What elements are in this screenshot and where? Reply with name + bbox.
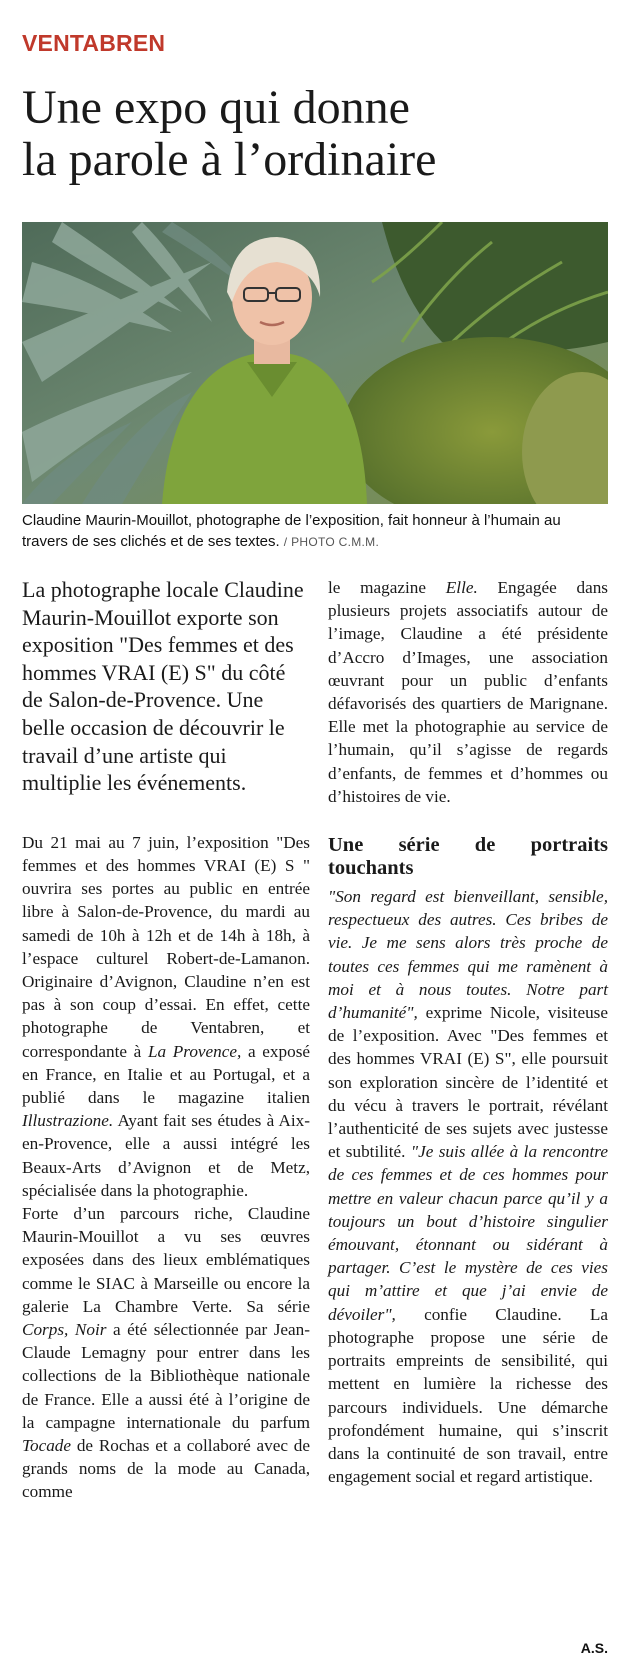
paragraph-3-text-b: Engagée dans plusieurs projets associatifs autour de l’image, Claudine a été présidente d’Accro d’Images, une association œuvrant pour un public d’enfants défavorisés des quartiers de Marignane. Elle met la photographie au service de l’humain, qu’il s’agisse de regards d’enfants, de femmes et d’hommes ou d’histoires de vie. [328, 578, 608, 806]
caption-text: Claudine Maurin-Mouillot, photographe de l’exposition, fait honneur à l’humain au travers de ses clichés et de ses textes. [22, 512, 561, 550]
paragraph-2-italic-a: Corps, Noir [22, 1320, 107, 1340]
paragraph-2-text-b: a été sélectionnée par Jean-Claude Lemagny pour entrer dans les collections de la Bibliothèque nationale de France. Elle a aussi été à l’origine de la campagne internationale du parfum [22, 1320, 310, 1432]
article-headline [22, 82, 612, 186]
quote-nicole: "Son regard est bienveillant, sensible, respectueux des autres. Ces bribes de vie. Je me sens alors très proche de toutes ces femmes qui me ramènent à moi et à nous toutes. Notre part d’humanité", [328, 887, 608, 1023]
paragraph-4 [328, 885, 608, 1488]
paragraph-2 [22, 1202, 310, 1504]
paragraph-4-text-b: confie Claudine. La photographe propose une série de portraits empreints de sensibilité, qui mettent en lumière la richesse des parcours individuels. Une démarche profondément humaine, qui s’inscrit dans la continuité de son travail, entre engagement social et regard artistique. [328, 1304, 608, 1487]
paragraph-1-italic-a: La Provence, [147, 1041, 242, 1061]
paragraph-3-text-a: le magazine [328, 578, 446, 597]
column-right [328, 576, 608, 1488]
body-left [22, 831, 310, 1504]
photo-credit: / PHOTO C.M.M. [283, 535, 380, 549]
paragraph-3 [328, 576, 608, 808]
paragraph-1-text-a: Du 21 mai au 7 juin, l’exposition "Des femmes et des hommes VRAI (E) S " ouvrira ses portes au public en entrée libre à Salon-de-Provence, du mardi au samedi de 10h à 12h et de 14h à 18h, à l’espace culturel Robert-de-Lamanon. Originaire d’Avignon, Claudine n’en est pas à son coup d’essai. En effet, cette photographe de Ventabren, et correspondante à [22, 832, 310, 1061]
portrait-photo-illustration [22, 222, 608, 504]
article-photo [22, 222, 608, 504]
quote-claudine: "Je suis allée à la rencontre de ces femmes et de ces hommes pour mettre en valeur chacun parce qu’il y a toujours un bout d’histoire singulier émouvant, étonnant ou sidérant à partager. C’est le mystère de ces vies qui m’attire et que j’ai envie de dévoiler", [328, 1142, 608, 1324]
paragraph-4-text-a: exprime Nicole, visiteuse de l’exposition. Avec "Des femmes et des hommes VRAI (E) S", elle poursuit son exploration sincère de l’identité et du vécu à travers le portrait, révélant l’authenticité de ses sujets avec justesse et subtilité. [328, 1003, 608, 1162]
article-lead: La photographe locale Claudine Maurin-Mouillot exporte son exposition "Des femmes et des hommes VRAI (E) S" du côté de Salon-de-Provence. Une belle occasion de découvrir le travail d’une artiste qui multiplie les événements. [22, 577, 304, 796]
paragraph-2-text-c: de Rochas et a collaboré avec de grands noms de la mode au Canada, comme [22, 1436, 310, 1502]
author-signature: A.S. [580, 1640, 608, 1656]
photo-caption [22, 510, 608, 553]
body-right [328, 576, 608, 1488]
paragraph-3-italic: Elle. [445, 578, 478, 597]
paragraph-2-text-a: Forte d’un parcours riche, Claudine Maurin-Mouillot a vu ses œuvres exposées dans des lieux emblématiques comme le SIAC à Marseille ou encore la galerie La Chambre Verte. Sa série [22, 1204, 310, 1316]
paragraph-1 [22, 831, 310, 1202]
section-kicker: VENTABREN [22, 30, 166, 56]
paragraph-1-text-b: a exposé en France, en Italie et au Portugal, et a publié dans le magazine italien [22, 1041, 311, 1107]
subheading: Une série de portraits touchants [328, 834, 608, 879]
headline-line-1: Une expo qui donne [22, 81, 410, 134]
paragraph-1-italic-b: Illustrazione. [22, 1111, 114, 1131]
headline-line-2: la parole à l’ordinaire [22, 133, 437, 186]
paragraph-2-italic-b: Tocade [22, 1436, 72, 1456]
paragraph-1-text-c: Ayant fait ses études à Aix-en-Provence, elle a aussi intégré les Beaux-Arts d’Avignon et de Metz, spécialisée dans la photographie. [22, 1111, 310, 1200]
column-left [22, 576, 310, 1504]
